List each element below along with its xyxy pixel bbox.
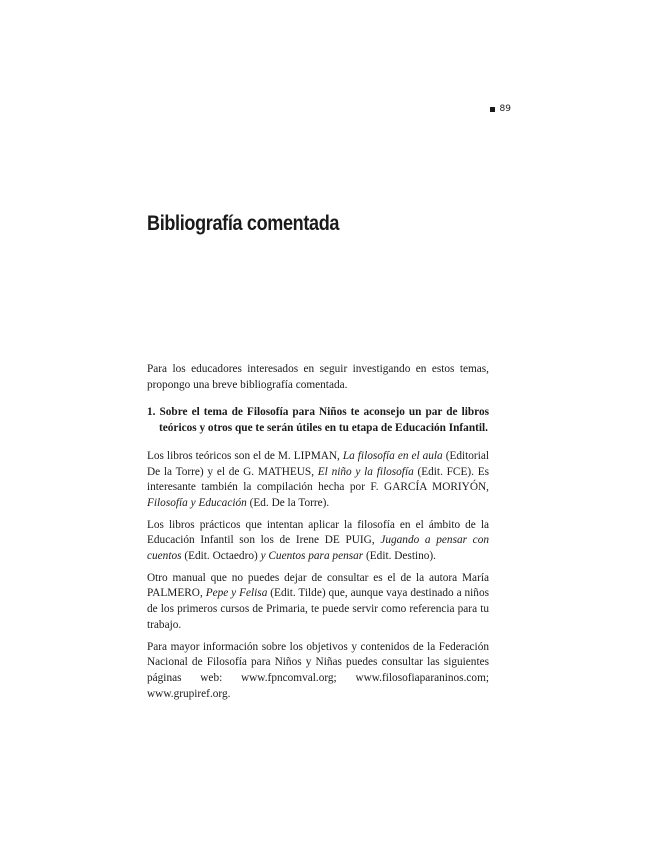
page-number-text: 89 [499, 104, 511, 114]
text: (Edit. FCE). Es interesante también la compilación hecha por F. GARCÍA MORIYÓN, [147, 465, 489, 494]
section-heading: 1. Sobre el tema de Filosofía para Niños te aconsejo un par de libros teóricos y otros que te serán útiles en tu etapa de Educación Infantil. [147, 406, 489, 435]
text: Otro manual que no puedes dejar de consultar es el de la autora María PALMERO, [147, 571, 489, 600]
book-title: Pepe y Felisa [205, 587, 268, 600]
paragraph-web-links: Para mayor información sobre los objetivos y contenidos de la Federación Nacional de Filosofía para Niños y Niñas puedes consultar las siguientes páginas web: www.fpncomval.org; www.filosofiaparaninos.com; www.grupiref.org. [147, 640, 489, 700]
book-title: Filosofía y Educación [147, 496, 247, 509]
chapter-title: Bibliografía comentada [147, 212, 340, 235]
page-number [490, 104, 511, 114]
paragraph-theoretical-books [147, 449, 489, 512]
text: (Editorial De la Torre) y el de G. MATHEUS, [147, 449, 489, 478]
text: (Ed. De la Torre). [246, 496, 330, 509]
body-text [147, 362, 489, 708]
paragraph-practical-books [147, 518, 489, 565]
text: (Edit. Destino). [363, 550, 436, 563]
book-title: El niño y la filosofía [317, 465, 414, 478]
book-title: Jugando a pensar con cuentos [147, 534, 489, 563]
square-bullet-icon [490, 107, 495, 112]
text: Los libros prácticos que intentan aplicar la filosofía en el ámbito de la Educación Infantil son los de Irene DE PUIG, [147, 518, 489, 547]
text: (Edit. Tilde) que, aunque vaya destinado a niños de los primeros cursos de Primaria, te puede servir como referencia para tu trabajo. [147, 587, 489, 631]
intro-paragraph: Para los educadores interesados en seguir investigando en estos temas, propongo una breve bibliografía comentada. [147, 363, 489, 391]
paragraph-manual [147, 571, 489, 634]
text: (Edit. Octaedro) [181, 550, 261, 563]
book-title: y Cuentos para pensar [260, 550, 364, 563]
text: Los libros teóricos son el de M. LIPMAN, [147, 449, 343, 462]
book-title: La filosofía en el aula [342, 449, 443, 462]
